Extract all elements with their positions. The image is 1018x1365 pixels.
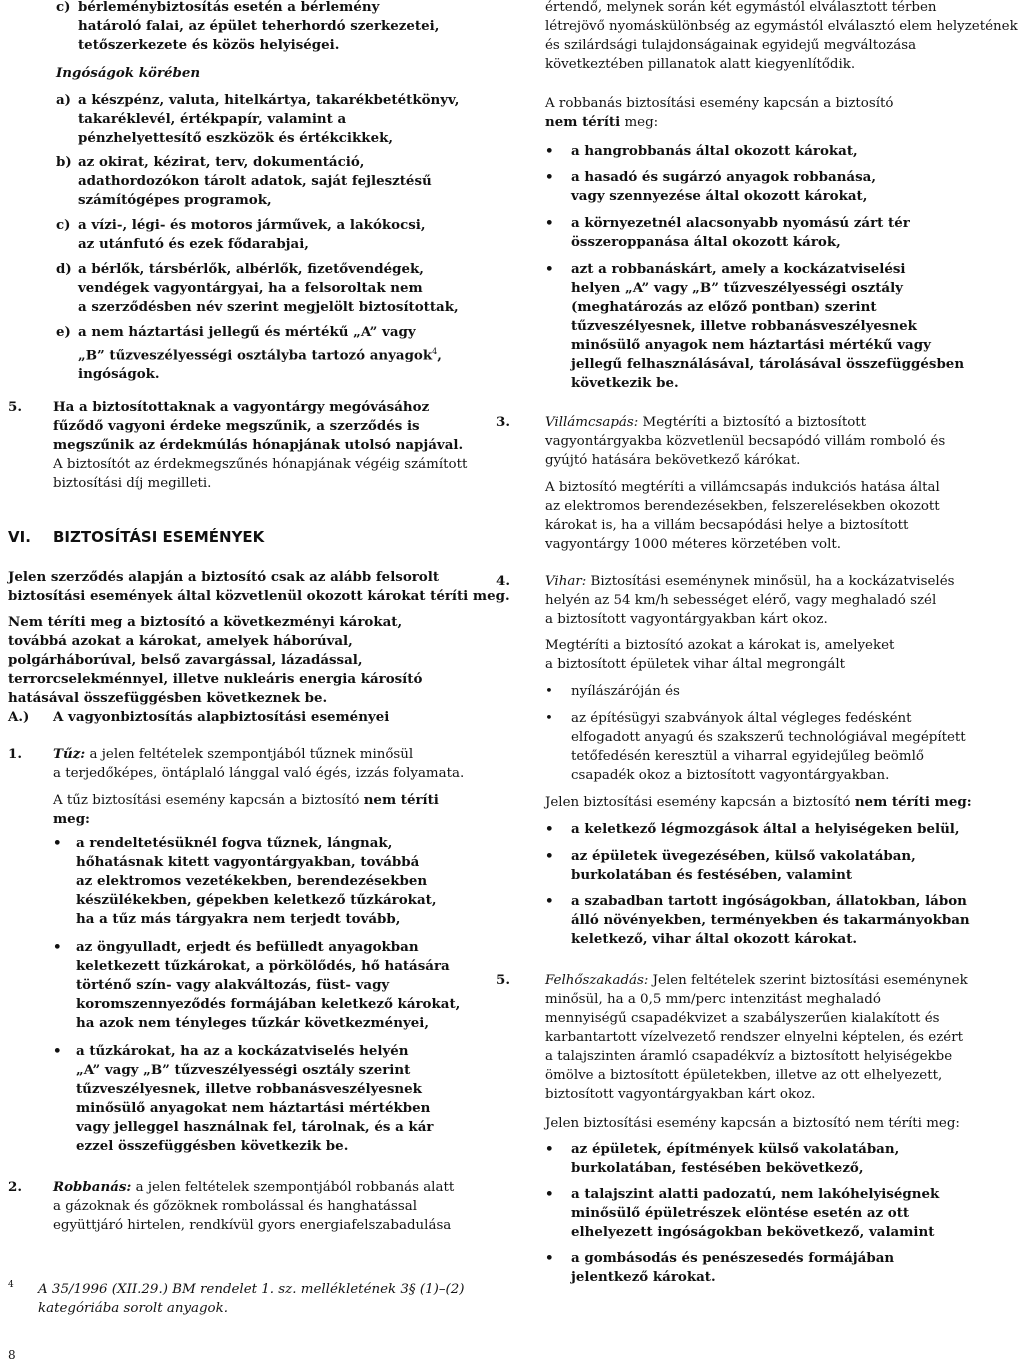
bullet-item [545,682,680,701]
list-item [56,91,459,148]
bullet-line: tűzveszélyesnek, illetve robbanásveszélyesnek [76,1081,422,1097]
bullet-line: nyílászáróján és [571,684,680,699]
numbered-item [8,745,464,783]
item-line: Ha a biztosítottaknak a vagyontárgy megóvásához [53,399,430,415]
bullet-line: a keletkező légmozgások által a helyiségeken belül, [571,821,960,837]
item-label: d) [56,261,72,277]
list-item [56,260,459,317]
term: Villámcsapás: [545,415,639,430]
numbered-item [8,1178,454,1235]
item-label: c) [56,0,71,15]
bullet-item [53,1042,433,1156]
bullet-line: burkolatában, festésében bekövetkező, [571,1160,864,1176]
bullet-icon: • [53,939,62,955]
bullet-line: a gombásodás és penészesedés formájában [571,1250,895,1266]
list-item [56,216,426,254]
paragraph-line: továbbá azokat a károkat, amelyek háborúval, [8,633,353,649]
item-line: határoló falai, az épület teherhordó szerkezetei, [78,18,440,34]
exclusion-paragraph [8,613,422,708]
bullet-icon: • [545,711,553,726]
item-number: 3. [496,414,510,430]
item-line: takaréklevél, értékpapír, valamint a [78,111,347,127]
item-label: a) [56,92,72,108]
bullet-line: a tűzkárokat, ha az a kockázatviselés helyén [76,1043,409,1059]
bullet-line: azt a robbanáskárt, amely a kockázatviselési [571,261,906,277]
item-line: biztosítási díj megilleti. [53,476,212,491]
bullet-icon: • [53,1043,62,1059]
item-line: adathordozókon tárolt adatok, saját fejlesztésű [78,173,432,189]
bullet-line: a környezetnél alacsonyabb nyomású zárt tér [571,215,910,231]
paragraph-line: Jelen szerződés alapján a biztosító csak az alább felsorolt [8,569,440,585]
bullet-icon: • [545,1141,554,1157]
item-line: az okirat, kézirat, terv, dokumentáció, [78,154,365,170]
bullet-icon: • [545,893,554,909]
footnote-ref: 4 [432,347,438,356]
bullet-item [53,938,460,1033]
footnote-number: 4 [8,1280,14,1290]
bullet-item [545,820,960,839]
bullet-line: hőhatásnak kitett vagyontárgyakban, továbbá [76,854,420,870]
paragraph [545,478,940,554]
bullet-line: a talajszint alatti padozatú, nem lakóhelyiségnek [571,1186,940,1202]
item-label: c) [56,217,71,233]
item-line: biztosított vagyontárgyakban kárt okoz. [545,1087,816,1102]
paragraph [545,793,972,812]
item-line: Biztosítási eseménynek minősül, ha a kockázatviselés [590,574,955,589]
item-line: helyén az 54 km/h sebességet elérő, vagy meghaladó szél [545,593,937,608]
item-line: a bérlők, társbérlők, albérlők, fizetővendégek, [78,261,424,277]
paragraph-line: értendő, melynek során két egymástól elválasztott térben [545,0,937,15]
section-number: VI. [8,528,31,546]
item-line: ingóságok. [78,366,160,383]
bullet-item [545,142,858,161]
bullet-line: készülékekben, gépekben keletkező tűzkárokat, [76,892,437,908]
paragraph [545,636,894,674]
list-item [56,323,442,384]
item-line: Jelen feltételek szerint biztosítási eseménynek [652,973,968,988]
paragraph-line: biztosítási események által közvetlenül okozott károkat téríti meg. [8,588,510,604]
item-line: Megtéríti a biztosító a biztosított [642,415,867,430]
subheading-text: A vagyonbiztosítás alapbiztosítási eseményei [53,709,390,725]
paragraph-text: A tűz biztosítási esemény kapcsán a biztosító [53,793,360,808]
item-line: mennyiségű csapadékvizet a szabályszerűen kialakított és [545,1011,940,1026]
paragraph [545,1114,960,1133]
emphasis: meg: [53,811,90,827]
bullet-line: jellegű felhasználásával, tárolásával összefüggésben [571,356,965,372]
bullet-line: keletkezett tűzkárokat, a pörkölődés, hő hatására [76,958,450,974]
item-line: minősül, ha a 0,5 mm/perc intenzitást meghaladó [545,992,881,1007]
bullet-line: ha a tűz más tárgyakra nem terjedt tovább, [76,911,401,927]
item-label: e) [56,324,71,340]
paragraph-text: meg: [624,115,659,130]
bullet-item [545,847,916,885]
bullet-item [545,1185,939,1242]
numbered-item [8,398,467,493]
item-line: együttjáró hirtelen, rendkívül gyors energiafelszabadulása [53,1218,452,1233]
item-line: vagyontárgyakba közvetlenül becsapódó villám romboló és [545,434,946,449]
bullet-line: összeroppanása által okozott károk, [571,234,841,250]
item-line: a jelen feltételek szempontjából robbanás alatt [135,1180,455,1195]
bullet-line: tűzveszélyesnek, illetve robbanásveszélyesnek [571,318,917,334]
item-line: A biztosítót az érdekmegszűnés hónapjának végéig számított [53,457,468,472]
bullet-icon: • [545,215,554,231]
paragraph-text: nem téríti meg: [854,1116,960,1131]
bullet-line: következik be. [571,375,679,391]
bullet-line: ha azok nem tényleges tűzkár következményei, [76,1015,429,1031]
page-number: 8 [8,1348,16,1362]
bullet-line: jelentkező károkat. [571,1269,716,1285]
bullet-line: elfogadott anyagú és szakszerű technológiával megépített [571,730,966,745]
bullet-line: az épületek, építmények külső vakolatában, [571,1141,900,1157]
item-line: vendégek vagyontárgyai, ha a felsoroltak nem [78,280,423,296]
bullet-icon: • [545,143,554,159]
bullet-item [545,892,970,949]
bullet-line: csapadék okoz a biztosított vagyontárgyakban. [571,768,890,783]
bullet-line: keletkező, vihar által okozott károkat. [571,931,858,947]
bullet-item [545,214,910,252]
bullet-icon: • [545,848,554,864]
item-line: a biztosított vagyontárgyakban kárt okoz. [545,612,828,627]
paragraph-text: Jelen biztosítási esemény kapcsán a biztosító [545,1116,851,1131]
item-number: 1. [8,746,22,762]
item-line: „B” tűzveszélyességi osztályba tartozó anyagok [78,347,433,364]
bullet-line: elhelyezett ingóságokban bekövetkező, valamint [571,1224,935,1240]
paragraph-line: terrorcselekménnyel, illetve nukleáris energia károsító [8,671,423,687]
bullet-item [545,1140,899,1178]
bullet-line: a hangrobbanás által okozott károkat, [571,143,858,159]
item-line: bérleménybiztosítás esetén a bérlemény [78,0,380,15]
footnote-line: A 35/1996 (XII.29.) BM rendelet 1. sz. mellékletének 3§ (1)–(2) [38,1282,465,1297]
bullet-icon: • [545,684,553,699]
item-line: megszűnik az érdekmúlás hónapjának utolsó napjával. [53,437,464,453]
bullet-icon: • [545,261,554,277]
item-line: az utánfutó és ezek fődarabjai, [78,236,309,252]
item-line: a terjedőképes, öntáplaló lánggal való égés, izzás folyamata. [53,766,465,781]
paragraph-line: a biztosított épületek vihar által megrongált [545,657,845,672]
bullet-icon: • [545,821,554,837]
item-line: a nem háztartási jellegű és mértékű „A” vagy [78,324,416,340]
bullet-line: az építésügyi szabványok által végleges fedésként [571,711,912,726]
item-number: 5. [496,972,510,988]
bullet-line: minősülő anyagok nem háztartási mértékű vagy [571,337,931,353]
subheading [8,708,390,727]
paragraph-text: Jelen biztosítási esemény kapcsán a biztosító [545,795,851,810]
bullet-item [53,834,436,929]
bullet-line: az öngyulladt, erjedt és befülledt anyagokban [76,939,419,955]
section-heading [8,528,265,547]
section-title: BIZTOSÍTÁSI ESEMÉNYEK [53,528,265,546]
bullet-line: koromszennyeződés formájában keletkező károkat, [76,996,461,1012]
item-number: 4. [496,573,510,589]
list-item [56,0,439,55]
item-line: pénzhelyettesítő eszközök és értékcikkek, [78,130,394,146]
bullet-line: minősülő anyagokat nem háztartási mértékben [76,1100,431,1116]
term: Vihar: [545,574,587,589]
paragraph [545,94,893,132]
paragraph-line: létrejövő nyomáskülönbség az egymástól elválasztó elem helyzetének [545,19,1018,34]
paragraph-line: Nem téríti meg a biztosító a következményi károkat, [8,614,403,630]
item-line: a gázoknak és gőzöknek rombolással és hanghatással [53,1199,418,1214]
bullet-line: álló növényekben, terményekben és takarmányokban [571,912,970,928]
bullet-line: az épületek üvegezésében, külső vakolatában, [571,848,916,864]
bullet-line: a szabadban tartott ingóságokban, állatokban, lábon [571,893,967,909]
item-line: a talajszinten áramló csapadékvíz a biztosított helyiségekbe [545,1049,953,1064]
item-line: tetőszerkezete és közös helyiségei. [78,37,340,53]
bullet-line: vagy szennyezése által okozott károkat, [571,188,868,204]
bullet-icon: • [545,169,554,185]
bullet-item [545,1249,894,1287]
bullet-icon: • [53,835,62,851]
item-line: ömölve a biztosított épületekben, illetve az ott elhelyezett, [545,1068,943,1083]
item-number: 2. [8,1179,22,1195]
bullet-line: helyen „A” vagy „B” tűzveszélyességi osztály [571,280,903,296]
paragraph [53,791,439,829]
footnote [8,1280,465,1318]
paragraph-line: károkat is, ha a villám becsapódási helye a biztosított [545,518,909,533]
bullet-line: (meghatározás az előző pontban) szerint [571,299,877,315]
bullet-icon: • [545,1186,554,1202]
bullet-line: az elektromos vezetékekben, berendezésekben [76,873,428,889]
bullet-line: ezzel összefüggésben következik be. [76,1138,349,1154]
emphasis: nem téríti meg: [854,794,972,810]
bullet-line: burkolatában és festésében, valamint [571,867,853,883]
item-line: fűződő vagyoni érdeke megszűnik, a szerződés is [53,418,420,434]
bullet-item [545,260,964,393]
bullet-line: minősülő épületrészek elöntése esetén az ott [571,1205,910,1221]
paragraph-line: vagyontárgy 1000 méteres körzetében volt. [545,537,842,552]
paragraph-line: következtében pillanatok alatt kiegyenlítődik. [545,57,856,72]
paragraph-line: A biztosító megtéríti a villámcsapás indukciós hatása által [545,480,940,495]
bullet-line: a rendeltetésüknél fogva tűznek, lángnak, [76,835,393,851]
paragraph-line: polgárháborúval, belső zavargással, lázadással, [8,652,363,668]
item-line: karbantartott vízelvezető rendszer elnyelni képtelen, és ezért [545,1030,963,1045]
item-line-tail: , [437,347,442,364]
item-line: számítógépes programok, [78,192,272,208]
bullet-line: a hasadó és sugárzó anyagok robbanása, [571,169,876,185]
paragraph-text: A robbanás biztosítási esemény kapcsán a biztosító [545,96,894,111]
item-line: a szerződésben név szerint megjelölt biztosítottak, [78,299,459,315]
item-line: a készpénz, valuta, hitelkártya, takarékbetétkönyv, [78,92,460,108]
numbered-item [496,572,955,629]
item-label: b) [56,154,72,170]
bullet-item [545,168,876,206]
subheading-label: A.) [8,709,30,725]
emphasis: nem téríti [363,792,439,808]
term: Felhőszakadás: [545,973,649,988]
term: Tűz: [53,746,86,762]
intro-paragraph [8,568,510,606]
numbered-item [496,971,968,1104]
numbered-item [496,413,945,470]
bullet-line: történő szín- vagy alakváltozás, füst- vagy [76,977,390,993]
ingosagok-heading: Ingóságok körében [56,65,201,81]
list-item [56,153,432,210]
item-number: 5. [8,399,22,415]
emphasis: nem téríti [545,114,621,130]
item-line: a jelen feltételek szempontjából tűznek minősül [89,747,414,762]
paragraph-line: Megtéríti a biztosító azokat a károkat is, amelyeket [545,638,895,653]
term: Robbanás: [53,1179,132,1195]
bullet-line: vagy jelleggel használnak fel, tárolnak, és a kár [76,1119,434,1135]
bullet-line: „A” vagy „B” tűzveszélyességi osztály szerint [76,1062,411,1078]
paragraph-line: hatásával összefüggésben következnek be. [8,690,328,706]
item-line: a vízi-, légi- és motoros járművek, a lakókocsi, [78,217,426,233]
footnote-line: kategóriába sorolt anyagok. [38,1301,228,1316]
item-line: gyújtó hatására bekövetkező kárókat. [545,453,801,468]
bullet-line: tetőfedésén keresztül a viharral egyidejűleg beömlő [571,749,924,764]
bullet-icon: • [545,1250,554,1266]
bullet-item [545,709,966,785]
paragraph-line: és szilárdsági tulajdonságainak egyidejű megváltozása [545,38,917,53]
paragraph-line: az elektromos berendezésekben, felszerelésekben okozott [545,499,940,514]
paragraph [545,0,1018,74]
